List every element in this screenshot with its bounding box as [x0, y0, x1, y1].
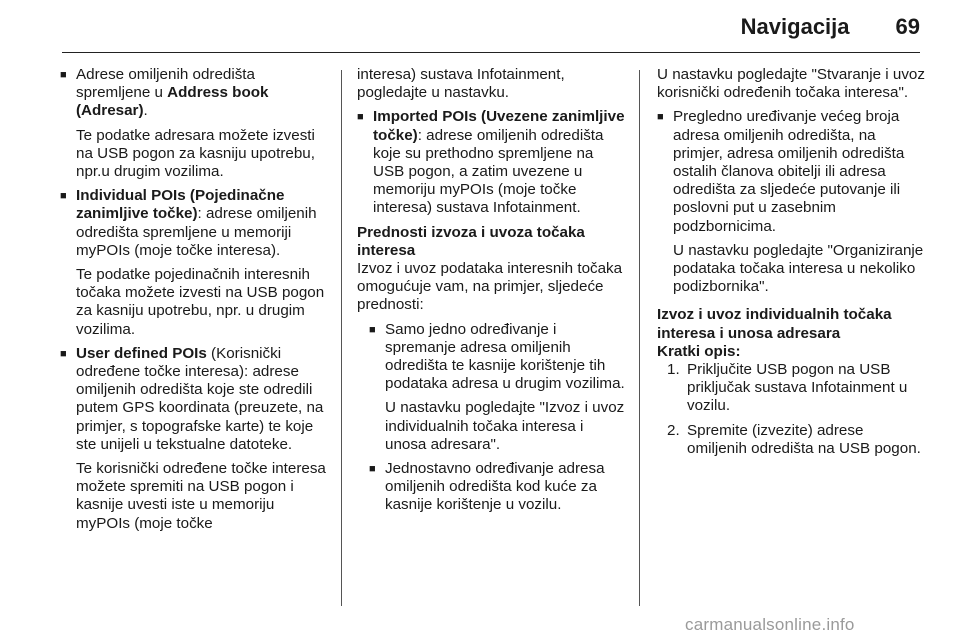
- term-user-defined-pois: User defined POIs: [76, 344, 207, 362]
- page-title: Navigacija: [740, 14, 850, 39]
- section-heading: Prednosti izvoza i uvoza točaka interesa: [357, 223, 585, 259]
- step-text: Spremite (izvezite) adrese omiljenih odredišta na USB pogon.: [687, 421, 921, 457]
- column-1: [60, 66, 332, 539]
- paragraph: Te podatke pojedinačnih interesnih točaka možete izvesti na USB pogon za kasniju upotrebu, npr. u drugim vozilima.: [76, 266, 325, 338]
- page-number: 69: [895, 14, 920, 39]
- step-number: 1.: [667, 361, 680, 379]
- paragraph: Izvoz i uvoz podataka interesnih točaka omogućuje vam, na primjer, sljedeće prednosti:: [357, 260, 623, 314]
- bullet-single-definition: ■ Samo jedno određivanje i spremanje adresa omiljenih odredišta te kasnije korištenje tih podataka adresa u drugim vozilima. U nastavku pogledajte "Izvoz i uvoz individualnih točaka interesa i unosa adresara".: [369, 321, 625, 454]
- bullet-individual-pois: ■ Individual POIs (Pojedinačne zanimljive točke): adrese omiljenih odredišta spremljene u memoriji myPOIs (moje točke interesa). Te podatke pojedinačnih interesnih točaka možete izvesti na USB pogon za kasniju upotrebu, npr. u drugim vozilima.: [60, 187, 332, 339]
- subheading: Kratki opis:: [657, 342, 741, 360]
- bullet-organize: ■ Pregledno uređivanje većeg broja adresa omiljenih odredišta, na primjer, adresa omiljenih odredišta ostalih članova obitelji ili adresa odredišta za sljedeće putovanje ili poslovni put u zasebnim podzbornicima. U nastavku pogledajte "Organiziranje podataka točaka interesa u nekoliko podizbornika".: [657, 108, 925, 296]
- paragraph-continued: interesa) sustava Infotainment, pogledajte u nastavku.: [357, 66, 565, 102]
- step-number: 2.: [667, 421, 680, 439]
- term-imported-pois: Imported POIs (Uvezene zanimljive točke): [373, 108, 625, 144]
- section-heading: Izvoz i uvoz individualnih točaka interesa i unosa adresara: [657, 306, 892, 342]
- bullet-imported-pois: ■ Imported POIs (Uvezene zanimljive točke): adrese omiljenih odredišta koje su prethodno spremljene na USB pogon, a zatim uvezene u memoriju myPOIs (moje točke interesa) sustava Infotainment.: [357, 108, 625, 217]
- step-item: [657, 422, 925, 458]
- page-header: [741, 14, 920, 40]
- bullet-user-defined-pois: ■ User defined POIs (Korisnički određene točke interesa): adrese omiljenih odredišta koje ste odredili putem GPS koordinata (preuzete, na primjer, s topografske karte) te koje ste unijeli u tekstualne datoteke. Te korisnički određene točke interesa možete spremiti na USB pogon i kasnije uvesti iste u memoriju myPOIs (moje točke: [60, 345, 332, 533]
- header-rule: [62, 52, 920, 53]
- paragraph: U nastavku pogledajte "Organiziranje podataka točaka interesa u nekoliko podizbornika".: [673, 241, 924, 296]
- term-address-book: Address book (Adresar): [76, 84, 269, 120]
- column-divider: [341, 70, 342, 606]
- bullet-simple-definition: ■ Jednostavno određivanje adresa omiljenih odredišta kod kuće za kasnije korištenje u vozilu.: [369, 460, 625, 515]
- step-item: [657, 361, 925, 416]
- bullet-address-book: ■ Adrese omiljenih odredišta spremljene u Address book (Adresar). Te podatke adresara možete izvesti na USB pogon za kasniju upotrebu, npr.u drugim vozilima.: [60, 66, 332, 181]
- column-2: [357, 66, 625, 521]
- paragraph-continued: U nastavku pogledajte "Stvaranje i uvoz korisnički određenih točaka interesa".: [657, 66, 925, 102]
- term-individual-pois: Individual POIs (Pojedinačne zanimljive točke): [76, 187, 285, 223]
- step-text: Priključite USB pogon na USB priključak sustava Infotainment u vozilu.: [687, 361, 908, 415]
- column-3: [657, 66, 925, 464]
- paragraph: U nastavku pogledajte "Izvoz i uvoz individualnih točaka interesa i unosa adresara".: [385, 399, 625, 453]
- column-divider: [639, 70, 640, 606]
- paragraph: Te podatke adresara možete izvesti na USB pogon za kasniju upotrebu, npr.u drugim vozilima.: [76, 126, 315, 181]
- watermark: carmanualsonline.info: [685, 615, 855, 634]
- paragraph: Te korisnički određene točke interesa možete spremiti na USB pogon i kasnije uvesti iste u memoriju myPOIs (moje točke: [76, 460, 326, 532]
